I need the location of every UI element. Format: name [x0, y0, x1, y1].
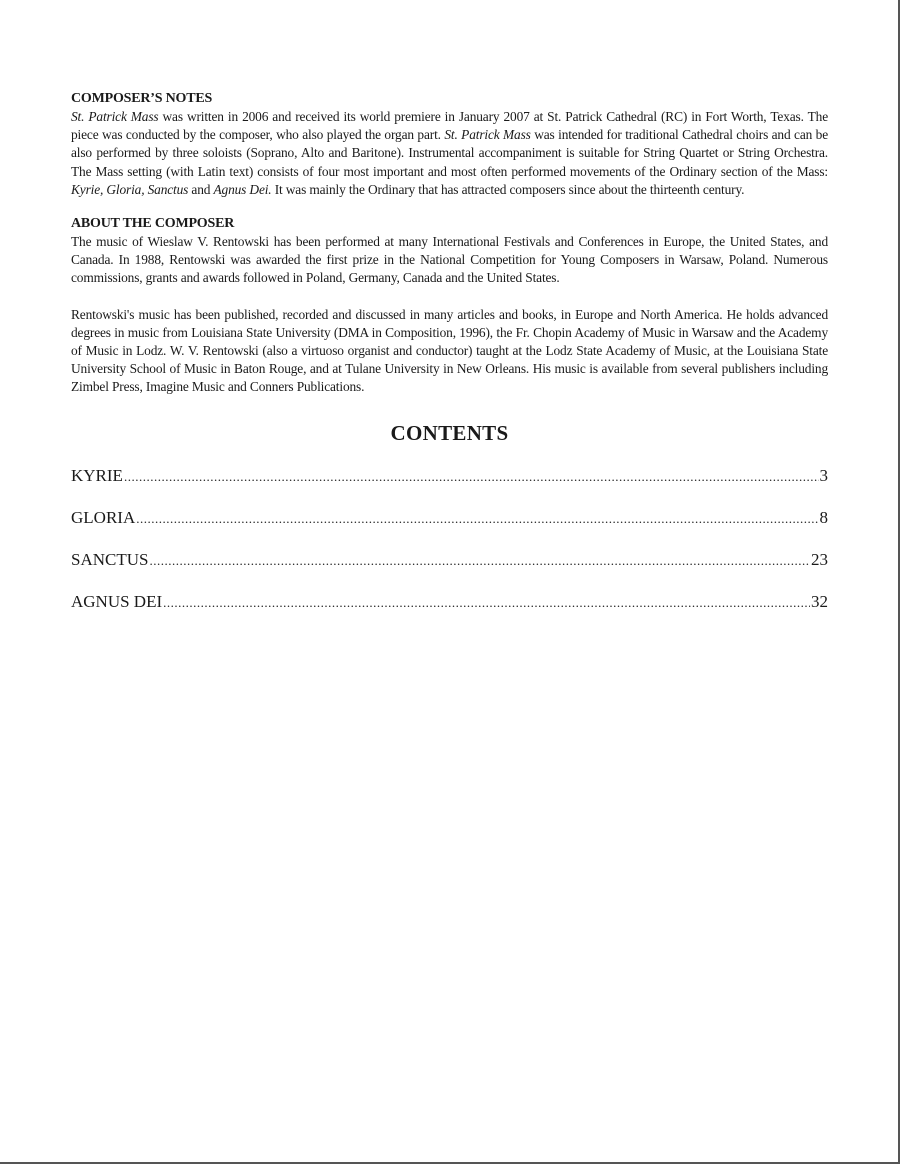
about-composer-section: [71, 215, 828, 397]
toc-page-number: 8: [819, 507, 828, 527]
notes-text-3: and: [188, 181, 214, 197]
toc-leader-dots: [163, 593, 810, 613]
notes-text-2: was intended for traditional Cathedral choirs and can be also performed by three soloists (Soprano, Alto and Baritone). Instrumental accompaniment is suitable for String Quartet or String Orchestra. The Mass setting (with Latin text) consists of four most important and most often performed movements of the Ordinary section of the Mass:: [71, 127, 829, 179]
composers-notes-heading: COMPOSER’S NOTES: [71, 91, 213, 106]
toc-row-kyrie[interactable]: [71, 466, 828, 508]
notes-text-1: was written in 2006 and received its world premiere in January 2007 at St. Patrick Cathedral (RC) in Fort Worth, Texas. The piece was conducted by the composer, who also played the organ part.: [71, 109, 828, 143]
toc-page-number: 23: [811, 549, 828, 569]
toc-leader-dots: [124, 467, 819, 487]
about-paragraph-2: Rentowski's music has been published, recorded and discussed in many articles and books, in Europe and North America. He holds advanced degrees in music from Louisiana State University (DMA in Composition, 1996), the Fr. Chopin Academy of Music in Warsaw and the Academy of Music in Lodz. W. V. Rentowski (also a virtuoso organist and conductor) taught at the Lodz State Academy of Music, at the Louisiana State University School of Music in Baton Rouge, and at Tulane University in New Orleans. His music is available from several publishers including Zimbel Press, Imagine Music and Conners Publications.: [71, 306, 828, 395]
notes-text-4: It was mainly the Ordinary that has attracted composers since about the thirteenth century.: [271, 181, 745, 197]
document-page: [71, 90, 828, 634]
toc-page-number: 32: [811, 591, 828, 611]
contents-title: CONTENTS: [390, 420, 509, 445]
composers-notes-section: [71, 90, 828, 199]
table-of-contents: [71, 466, 828, 634]
composers-notes-text: [71, 108, 828, 199]
toc-label: KYRIE: [71, 465, 123, 485]
mass-title: St. Patrick Mass: [71, 109, 159, 124]
toc-row-sanctus[interactable]: [71, 550, 828, 592]
mass-title-2: St. Patrick Mass: [444, 127, 531, 143]
movements-list: Kyrie, Gloria, Sanctus: [71, 181, 189, 197]
toc-leader-dots: [149, 551, 810, 571]
toc-page-number: 3: [819, 465, 828, 485]
toc-label: AGNUS DEI: [71, 591, 163, 611]
toc-label: GLORIA: [71, 507, 136, 527]
toc-row-gloria[interactable]: [71, 508, 828, 550]
toc-label: SANCTUS: [71, 549, 149, 569]
about-paragraph-1: The music of Wieslaw V. Rentowski has been performed at many International Festivals and Conferences in Europe, the United States, and Canada. In 1988, Rentowski was awarded the first prize in the National Competition for Young Composers in Warsaw, Poland. Numerous commissions, grants and awards followed in Poland, Germany, Canada and the United States.: [71, 234, 828, 286]
toc-row-agnus-dei[interactable]: [71, 592, 828, 634]
agnus-dei-title: Agnus Dei.: [213, 181, 272, 197]
toc-leader-dots: [136, 509, 818, 529]
about-composer-heading: ABOUT THE COMPOSER: [71, 216, 235, 232]
